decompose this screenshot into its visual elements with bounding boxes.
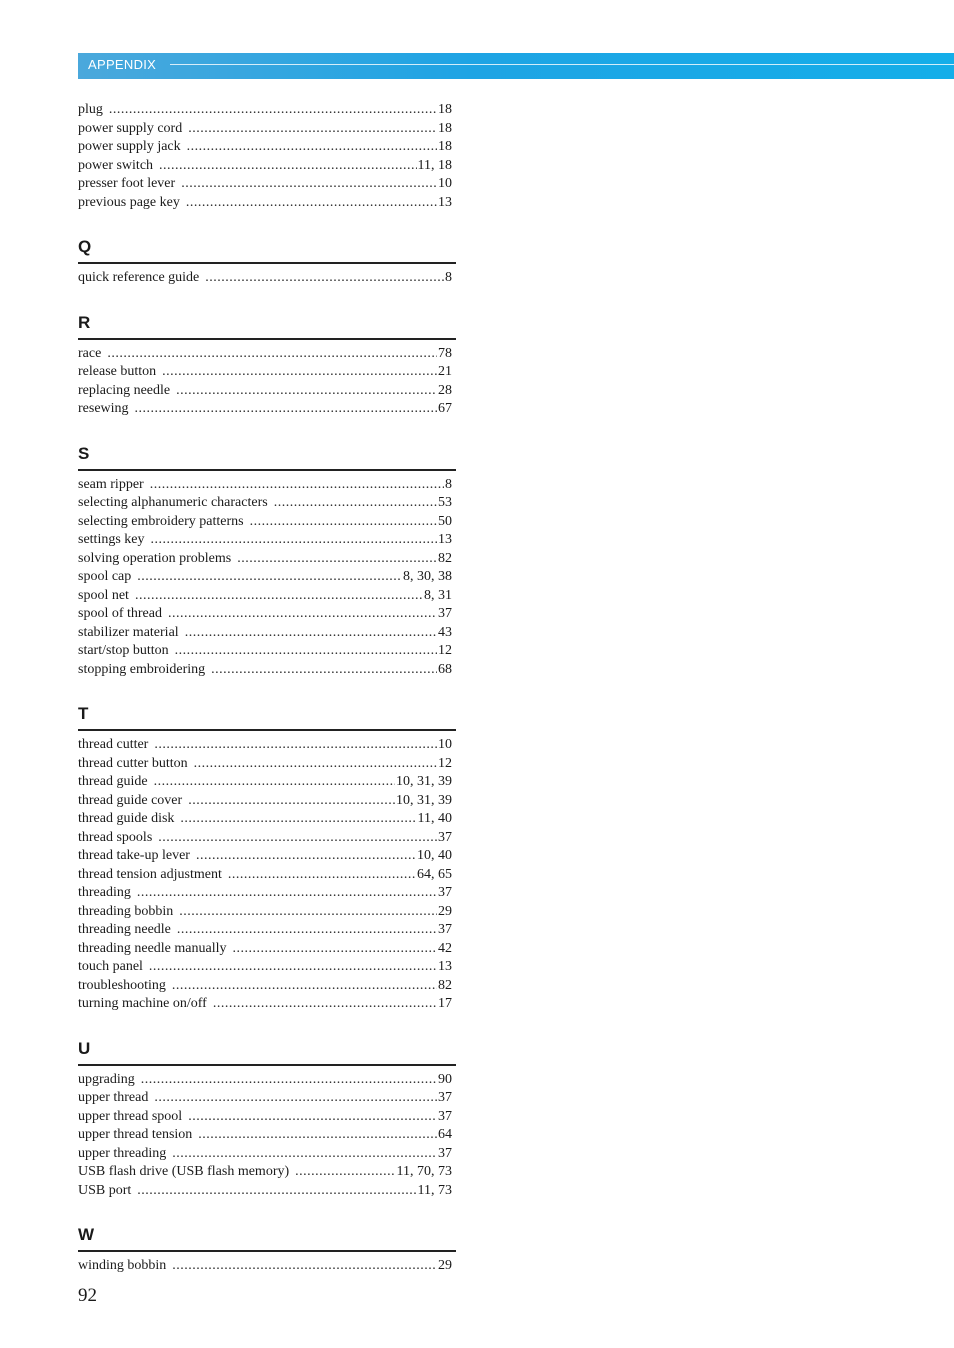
section-rule: [78, 262, 456, 264]
index-page-refs: 10: [438, 176, 452, 191]
dot-leader: [176, 382, 437, 401]
dot-leader: [211, 661, 437, 680]
index-entry: [78, 531, 456, 550]
index-entry: [78, 1182, 456, 1201]
index-entry: [78, 494, 456, 513]
dot-leader: [188, 120, 437, 139]
dot-leader: [150, 476, 444, 495]
dot-leader: [141, 1071, 437, 1090]
index-page-refs: 13: [438, 194, 452, 210]
dot-leader: [107, 345, 437, 364]
index-entry: [78, 624, 456, 643]
index-page-refs: 50: [438, 513, 452, 529]
dot-leader: [154, 773, 395, 792]
index-term: thread take-up lever: [78, 848, 190, 863]
index-page-refs: 68: [438, 661, 452, 677]
header-rule: [170, 64, 954, 65]
index-page-refs: 64: [438, 1127, 452, 1142]
index-term: thread guide disk: [78, 811, 175, 826]
index-term: previous page key: [78, 194, 180, 210]
dot-leader: [137, 1182, 416, 1201]
index-term: upper thread tension: [78, 1127, 193, 1142]
index-entry: [78, 1089, 456, 1108]
dot-leader: [213, 995, 437, 1014]
index-term: race: [78, 345, 102, 361]
index-term: USB port: [78, 1182, 132, 1198]
dot-leader: [137, 884, 437, 903]
dot-leader: [172, 977, 437, 996]
index-term: solving operation problems: [78, 550, 232, 566]
dot-leader: [177, 921, 437, 940]
index-term: spool cap: [78, 569, 132, 584]
index-page-refs: 53: [438, 495, 452, 510]
index-entry: [78, 995, 456, 1014]
index-entry: [78, 642, 456, 661]
index-entry: [78, 977, 456, 996]
index-page-refs: 18: [438, 139, 452, 154]
index-entry: [78, 847, 456, 866]
index-page-refs: 64, 65: [417, 866, 452, 882]
index-page-refs: 11, 40: [417, 811, 452, 826]
index-entry: [78, 810, 456, 829]
index-entry: [78, 476, 456, 495]
index-term: upper thread spool: [78, 1108, 183, 1124]
section-rule: [78, 729, 456, 731]
index-term: power supply jack: [78, 139, 181, 154]
index-entry: [78, 661, 456, 680]
index-page-refs: 18: [438, 120, 452, 136]
dot-leader: [233, 940, 438, 959]
index-page-refs: 11, 18: [417, 157, 452, 173]
index-section-w: [78, 1224, 456, 1276]
dot-leader: [137, 568, 402, 587]
dot-leader: [154, 1089, 437, 1108]
index-entry: [78, 792, 456, 811]
dot-leader: [159, 157, 416, 176]
index-entry: [78, 773, 456, 792]
index-entry: [78, 1108, 456, 1127]
index-term: thread tension adjustment: [78, 866, 222, 882]
index-entry: [78, 1071, 456, 1090]
index-entry: [78, 138, 456, 157]
dot-leader: [135, 587, 423, 606]
index-entry: [78, 903, 456, 922]
index-section-u: [78, 1038, 456, 1201]
index-term: winding bobbin: [78, 1258, 167, 1273]
index-term: power switch: [78, 157, 154, 173]
index-page-refs: 28: [438, 382, 452, 398]
dot-leader: [198, 1126, 437, 1145]
dot-leader: [135, 400, 437, 419]
index-entry: [78, 101, 456, 120]
index-page-refs: 21: [438, 364, 452, 379]
index-term: turning machine on/off: [78, 996, 207, 1011]
index-entry: [78, 194, 456, 213]
index-entry: [78, 568, 456, 587]
index-entry: [78, 755, 456, 774]
index-term: threading needle: [78, 922, 171, 937]
index-entry: [78, 513, 456, 532]
index-page-refs: 37: [438, 1090, 452, 1105]
index-term: presser foot lever: [78, 176, 176, 191]
index-page-refs: 11, 70, 73: [396, 1164, 452, 1179]
dot-leader: [188, 792, 395, 811]
index-term: thread guide: [78, 774, 148, 789]
index-page-refs: 10, 31, 39: [396, 792, 452, 808]
appendix-header-bar: [78, 53, 954, 79]
section-letter: S: [78, 443, 90, 463]
dot-leader: [154, 736, 437, 755]
index-term: threading bobbin: [78, 903, 174, 919]
dot-leader: [196, 847, 416, 866]
index-entry: [78, 382, 456, 401]
index-section-q: [78, 236, 456, 288]
index-page-refs: 82: [438, 550, 452, 566]
index-entry: [78, 1163, 456, 1182]
index-section-p-continued: [78, 101, 456, 212]
section-rule: [78, 1064, 456, 1066]
section-letter: T: [78, 704, 89, 723]
index-page-refs: 90: [438, 1071, 452, 1087]
dot-leader: [186, 194, 437, 213]
index-entry: [78, 1126, 456, 1145]
index-term: upper thread: [78, 1090, 149, 1105]
index-term: replacing needle: [78, 382, 171, 398]
dot-leader: [172, 1145, 437, 1164]
index-page-refs: 8: [445, 270, 452, 285]
index-term: thread guide cover: [78, 792, 183, 808]
index-term: stabilizer material: [78, 624, 179, 640]
index-entry: [78, 1145, 456, 1164]
dot-leader: [158, 829, 437, 848]
section-letter: R: [78, 312, 91, 332]
index-page-refs: 12: [438, 755, 452, 771]
index-term: upper threading: [78, 1145, 167, 1161]
index-page-refs: 37: [438, 1108, 452, 1124]
index-page-refs: 12: [438, 643, 452, 658]
index-term: settings key: [78, 532, 145, 547]
section-letter: U: [78, 1038, 91, 1058]
index-sections: [78, 236, 456, 1276]
index-page-refs: 37: [438, 606, 452, 621]
index-page-refs: 10, 31, 39: [396, 774, 452, 789]
section-rule: [78, 338, 456, 340]
index-entry: [78, 1257, 456, 1276]
dot-leader: [295, 1163, 395, 1182]
index-page-refs: 29: [438, 1258, 452, 1273]
index-entry: [78, 587, 456, 606]
dot-leader: [109, 101, 437, 120]
dot-leader: [162, 363, 437, 382]
dot-leader: [175, 642, 437, 661]
index-page-refs: 29: [438, 903, 452, 919]
dot-leader: [151, 531, 438, 550]
index-page-refs: 17: [438, 996, 452, 1011]
dot-leader: [188, 1108, 437, 1127]
index-term: spool of thread: [78, 606, 162, 621]
index-page-refs: 8, 30, 38: [403, 569, 452, 584]
index-page-refs: 67: [438, 401, 452, 416]
index-section-s: [78, 443, 456, 680]
index-term: spool net: [78, 587, 129, 603]
dot-leader: [179, 903, 437, 922]
index-page-refs: 8, 31: [424, 587, 452, 603]
dot-leader: [228, 866, 416, 885]
index-term: resewing: [78, 401, 129, 416]
index-page-refs: 18: [438, 102, 452, 117]
index-term: touch panel: [78, 959, 143, 974]
index-term: thread cutter button: [78, 755, 188, 771]
dot-leader: [185, 624, 437, 643]
index-entry: [78, 363, 456, 382]
index-page-refs: 37: [438, 829, 452, 845]
index-list: [78, 101, 456, 1276]
header-label: APPENDIX: [88, 57, 157, 72]
index-term: thread spools: [78, 829, 153, 845]
index-page-refs: 10, 40: [417, 848, 452, 863]
index-term: selecting embroidery patterns: [78, 513, 244, 529]
index-term: upgrading: [78, 1071, 135, 1087]
index-entry: [78, 605, 456, 624]
index-page-refs: 13: [438, 959, 452, 974]
index-page-refs: 10: [438, 737, 452, 752]
index-page-refs: 42: [438, 940, 452, 956]
index-page-refs: 37: [438, 1145, 452, 1161]
dot-leader: [194, 755, 437, 774]
index-page-refs: 82: [438, 977, 452, 993]
section-rule: [78, 469, 456, 471]
dot-leader: [205, 269, 444, 288]
section-letter: W: [78, 1225, 95, 1244]
section-rule: [78, 1250, 456, 1252]
dot-leader: [168, 605, 437, 624]
index-entry: [78, 940, 456, 959]
index-page-refs: 43: [438, 624, 452, 640]
index-section-r: [78, 312, 456, 419]
dot-leader: [181, 175, 437, 194]
index-entry: [78, 157, 456, 176]
index-entry: [78, 829, 456, 848]
index-entry: [78, 958, 456, 977]
index-term: threading needle manually: [78, 940, 227, 956]
index-page-refs: 11, 73: [417, 1182, 452, 1198]
index-entry: [78, 884, 456, 903]
index-entry: [78, 345, 456, 364]
index-term: power supply cord: [78, 120, 183, 136]
dot-leader: [172, 1257, 437, 1276]
dot-leader: [187, 138, 437, 157]
index-term: troubleshooting: [78, 977, 166, 993]
index-entry: [78, 400, 456, 419]
index-entry: [78, 866, 456, 885]
index-entry: [78, 120, 456, 139]
index-term: stopping embroidering: [78, 661, 206, 677]
dot-leader: [274, 494, 437, 513]
dot-leader: [180, 810, 416, 829]
index-term: USB flash drive (USB flash memory): [78, 1164, 290, 1179]
index-term: selecting alphanumeric characters: [78, 495, 268, 510]
index-page-refs: 37: [438, 885, 452, 900]
index-page-refs: 8: [445, 476, 452, 492]
index-term: threading: [78, 885, 131, 900]
index-term: thread cutter: [78, 737, 149, 752]
page-number: 92: [78, 1285, 97, 1306]
index-term: quick reference guide: [78, 270, 200, 285]
section-letter: Q: [78, 237, 92, 256]
index-entry: [78, 550, 456, 569]
dot-leader: [149, 958, 437, 977]
dot-leader: [237, 550, 437, 569]
index-entry: [78, 736, 456, 755]
index-page-refs: 37: [438, 922, 452, 937]
index-page-refs: 78: [438, 345, 452, 361]
index-entry: [78, 269, 456, 288]
index-term: plug: [78, 102, 103, 117]
index-term: seam ripper: [78, 476, 144, 492]
index-term: release button: [78, 364, 157, 379]
index-term: start/stop button: [78, 643, 169, 658]
index-page-refs: 13: [438, 532, 452, 547]
index-section-t: [78, 703, 456, 1014]
index-entry: [78, 175, 456, 194]
index-entry: [78, 921, 456, 940]
dot-leader: [250, 513, 437, 532]
